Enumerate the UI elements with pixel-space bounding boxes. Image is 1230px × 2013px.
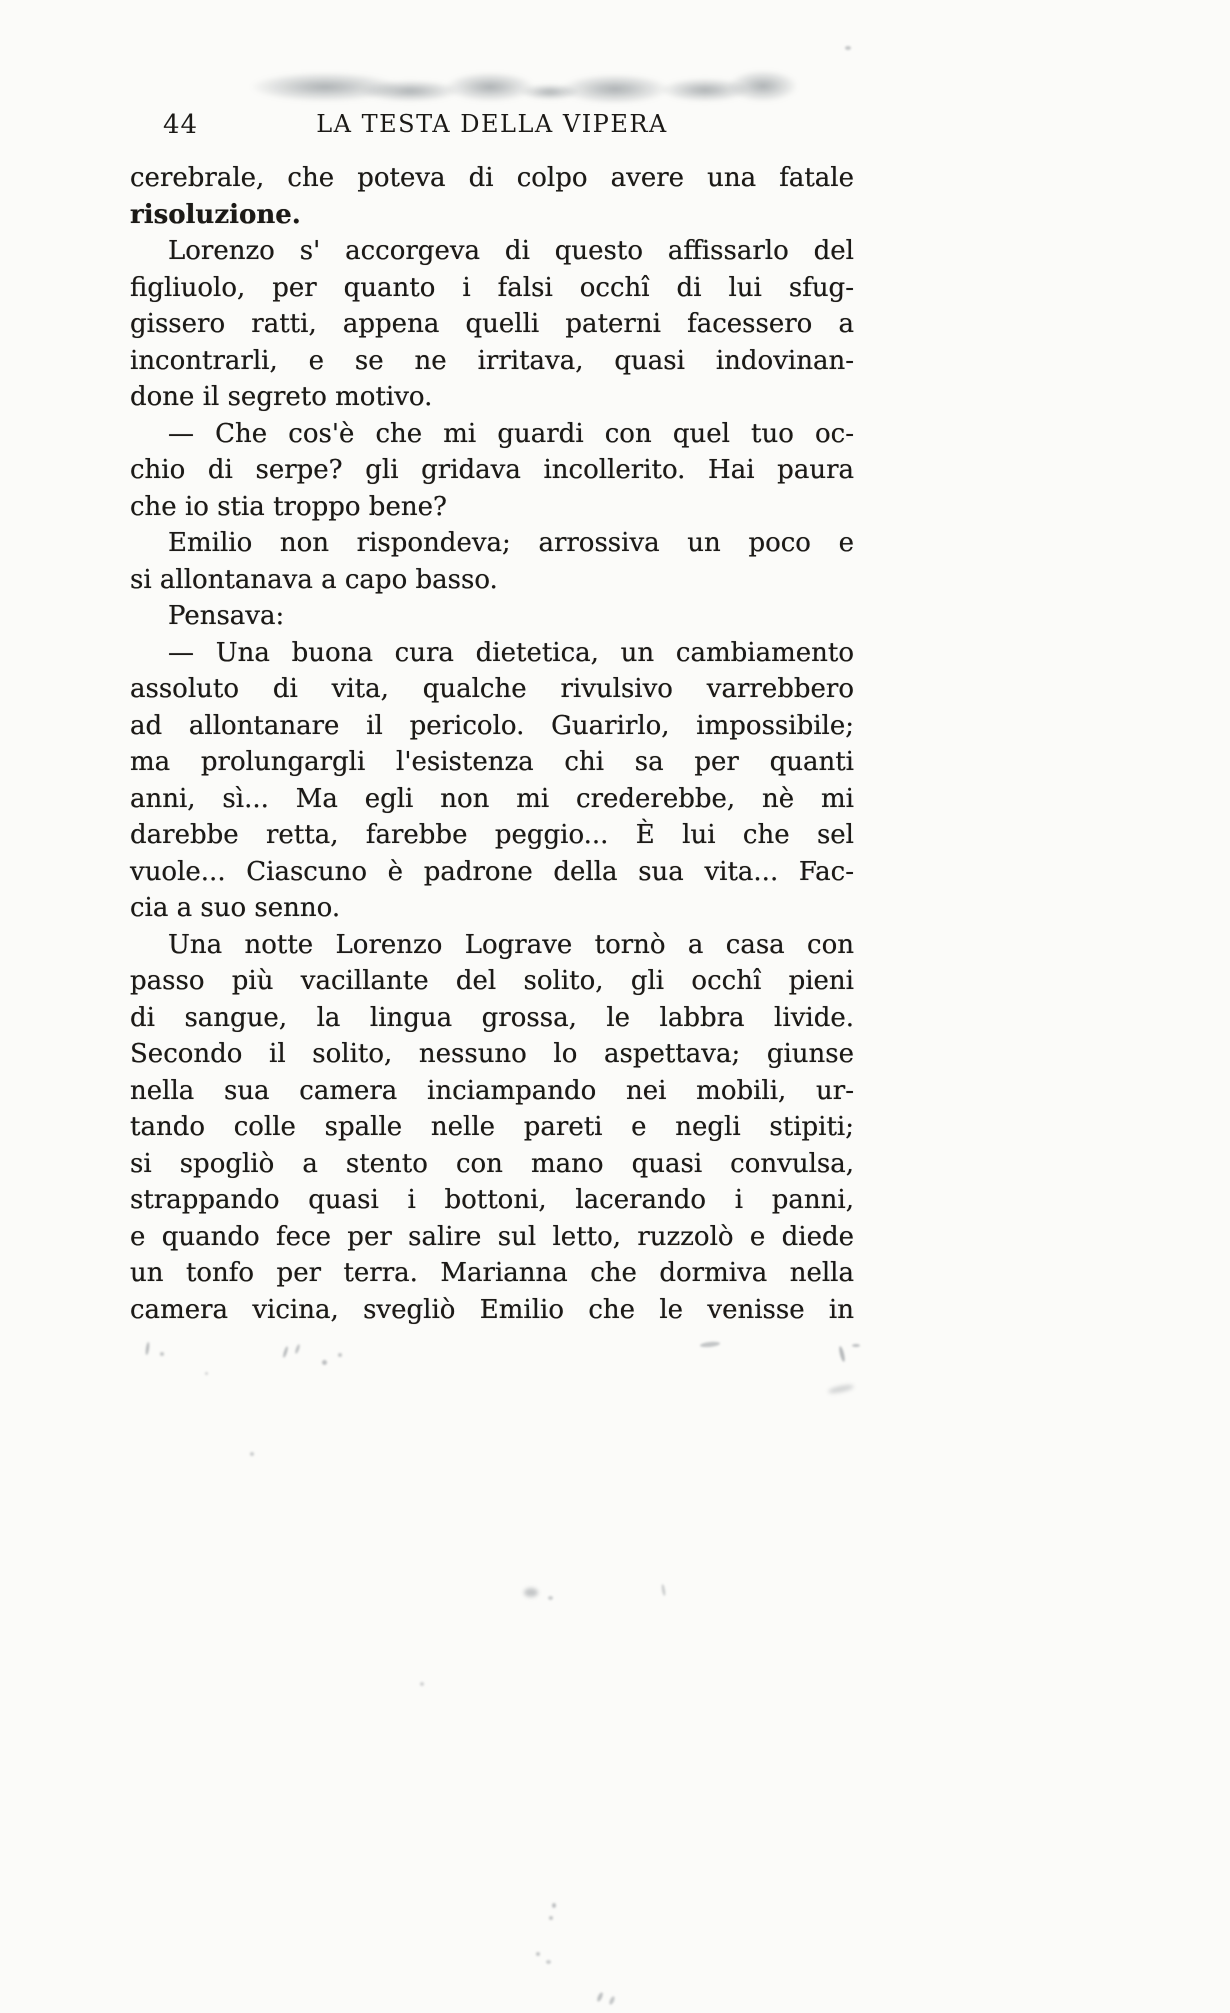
text-line: darebbe retta, farebbe peggio... È lui che sel — [130, 820, 854, 850]
scan-smudge — [360, 80, 460, 102]
scan-speck — [552, 1903, 556, 1908]
scan-smudge — [520, 84, 580, 100]
scan-speck — [549, 1916, 553, 1920]
text-line: assoluto di vita, qualche rivulsivo varrebbero — [130, 674, 854, 704]
scan-smudge — [560, 74, 670, 104]
text-line: tando colle spalle nelle pareti e negli stipiti; — [130, 1112, 854, 1142]
scan-speck — [338, 1353, 342, 1357]
scan-speck — [282, 1346, 289, 1358]
page-number: 44 — [163, 110, 199, 140]
scan-speck — [608, 1996, 615, 2006]
paragraph — [130, 635, 854, 927]
scan-speck — [294, 1344, 300, 1354]
text-line: figliuolo, per quanto i falsi occhî di lui sfug- — [130, 272, 854, 303]
text-line: che io stia troppo bene? — [130, 491, 447, 522]
text-line: nella sua camera inciampando nei mobili, ur- — [130, 1075, 854, 1106]
scan-speck — [145, 1342, 150, 1355]
paragraph — [130, 525, 854, 598]
text-line: Pensava: — [168, 601, 285, 631]
scan-smudge — [728, 70, 798, 102]
scan-speck — [322, 1360, 327, 1365]
text-line: di sangue, la lingua grossa, le labbra livide. — [130, 1002, 854, 1033]
text-line: — Una buona cura dietetica, un cambiamento — [168, 637, 854, 668]
scan-speck — [205, 1372, 208, 1375]
text-line: ad allontanare il pericolo. Guarirlo, impossibile; — [130, 710, 854, 741]
scan-speck — [160, 1352, 164, 1356]
paragraph — [130, 598, 854, 635]
scan-speck — [250, 1452, 254, 1456]
text-line: gissero ratti, appena quelli paterni facessero a — [130, 309, 854, 339]
text-line: risoluzione. — [130, 199, 301, 230]
scan-speck — [420, 1682, 424, 1686]
scan-speck — [536, 1952, 540, 1956]
scan-speck — [845, 46, 851, 50]
scan-speck — [852, 1344, 860, 1347]
text-line: e quando fece per salire sul letto, ruzzolò e diede — [130, 1221, 854, 1252]
text-line: passo più vacillante del solito, gli occhî pieni — [130, 966, 854, 996]
text-line: cia a suo senno. — [130, 893, 341, 923]
scan-speck — [596, 1992, 604, 2003]
running-title: LA TESTA DELLA VIPERA — [316, 110, 668, 138]
text-line: done il segreto motivo. — [130, 382, 433, 412]
text-line: — Che cos'è che mi guardi con quel tuo oc- — [168, 418, 854, 449]
text-line: chio di serpe? gli gridava incollerito. Hai paura — [130, 455, 854, 485]
text-line: camera vicina, svegliò Emilio che le venisse in — [130, 1294, 854, 1325]
scan-smudge — [445, 72, 535, 102]
text-line: incontrarli, e se ne irritava, quasi indovinan- — [130, 345, 854, 376]
scan-smudge — [250, 72, 400, 102]
text-line: Secondo il solito, nessuno lo aspettava; giunse — [130, 1039, 854, 1069]
text-line: vuole... Ciascuno è padrone della sua vita... Fac- — [130, 856, 854, 887]
text-line: si allontanava a capo basso. — [130, 564, 498, 595]
text-line: ma prolungargli l'esistenza chi sa per quanti — [130, 747, 854, 777]
text-line: Una notte Lorenzo Lograve tornò a casa con — [168, 929, 854, 960]
text-line: Lorenzo s' accorgeva di questo affissarlo del — [168, 236, 854, 266]
scan-speck — [548, 1596, 553, 1600]
body-text — [130, 160, 854, 1328]
paragraph — [130, 416, 854, 526]
scan-speck — [524, 1588, 538, 1597]
text-line: strappando quasi i bottoni, lacerando i panni, — [130, 1185, 854, 1215]
scan-smudge — [660, 78, 750, 102]
paragraph — [130, 927, 854, 1329]
paragraph — [130, 233, 854, 416]
scan-speck — [661, 1584, 666, 1596]
scan-speck — [546, 1960, 551, 1964]
text-line: anni, sì... Ma egli non mi crederebbe, nè mi — [130, 783, 854, 814]
text-line: Emilio non rispondeva; arrossiva un poco e — [168, 528, 854, 558]
text-line: cerebrale, che poteva di colpo avere una fatale — [130, 163, 854, 193]
page-header — [130, 108, 854, 144]
paragraph — [130, 160, 854, 233]
text-line: si spogliò a stento con mano quasi convulsa, — [130, 1148, 854, 1179]
scan-speck — [828, 1383, 855, 1394]
text-line: un tonfo per terra. Marianna che dormiva nella — [130, 1258, 854, 1288]
scan-speck — [700, 1341, 720, 1348]
scan-speck — [838, 1346, 846, 1362]
